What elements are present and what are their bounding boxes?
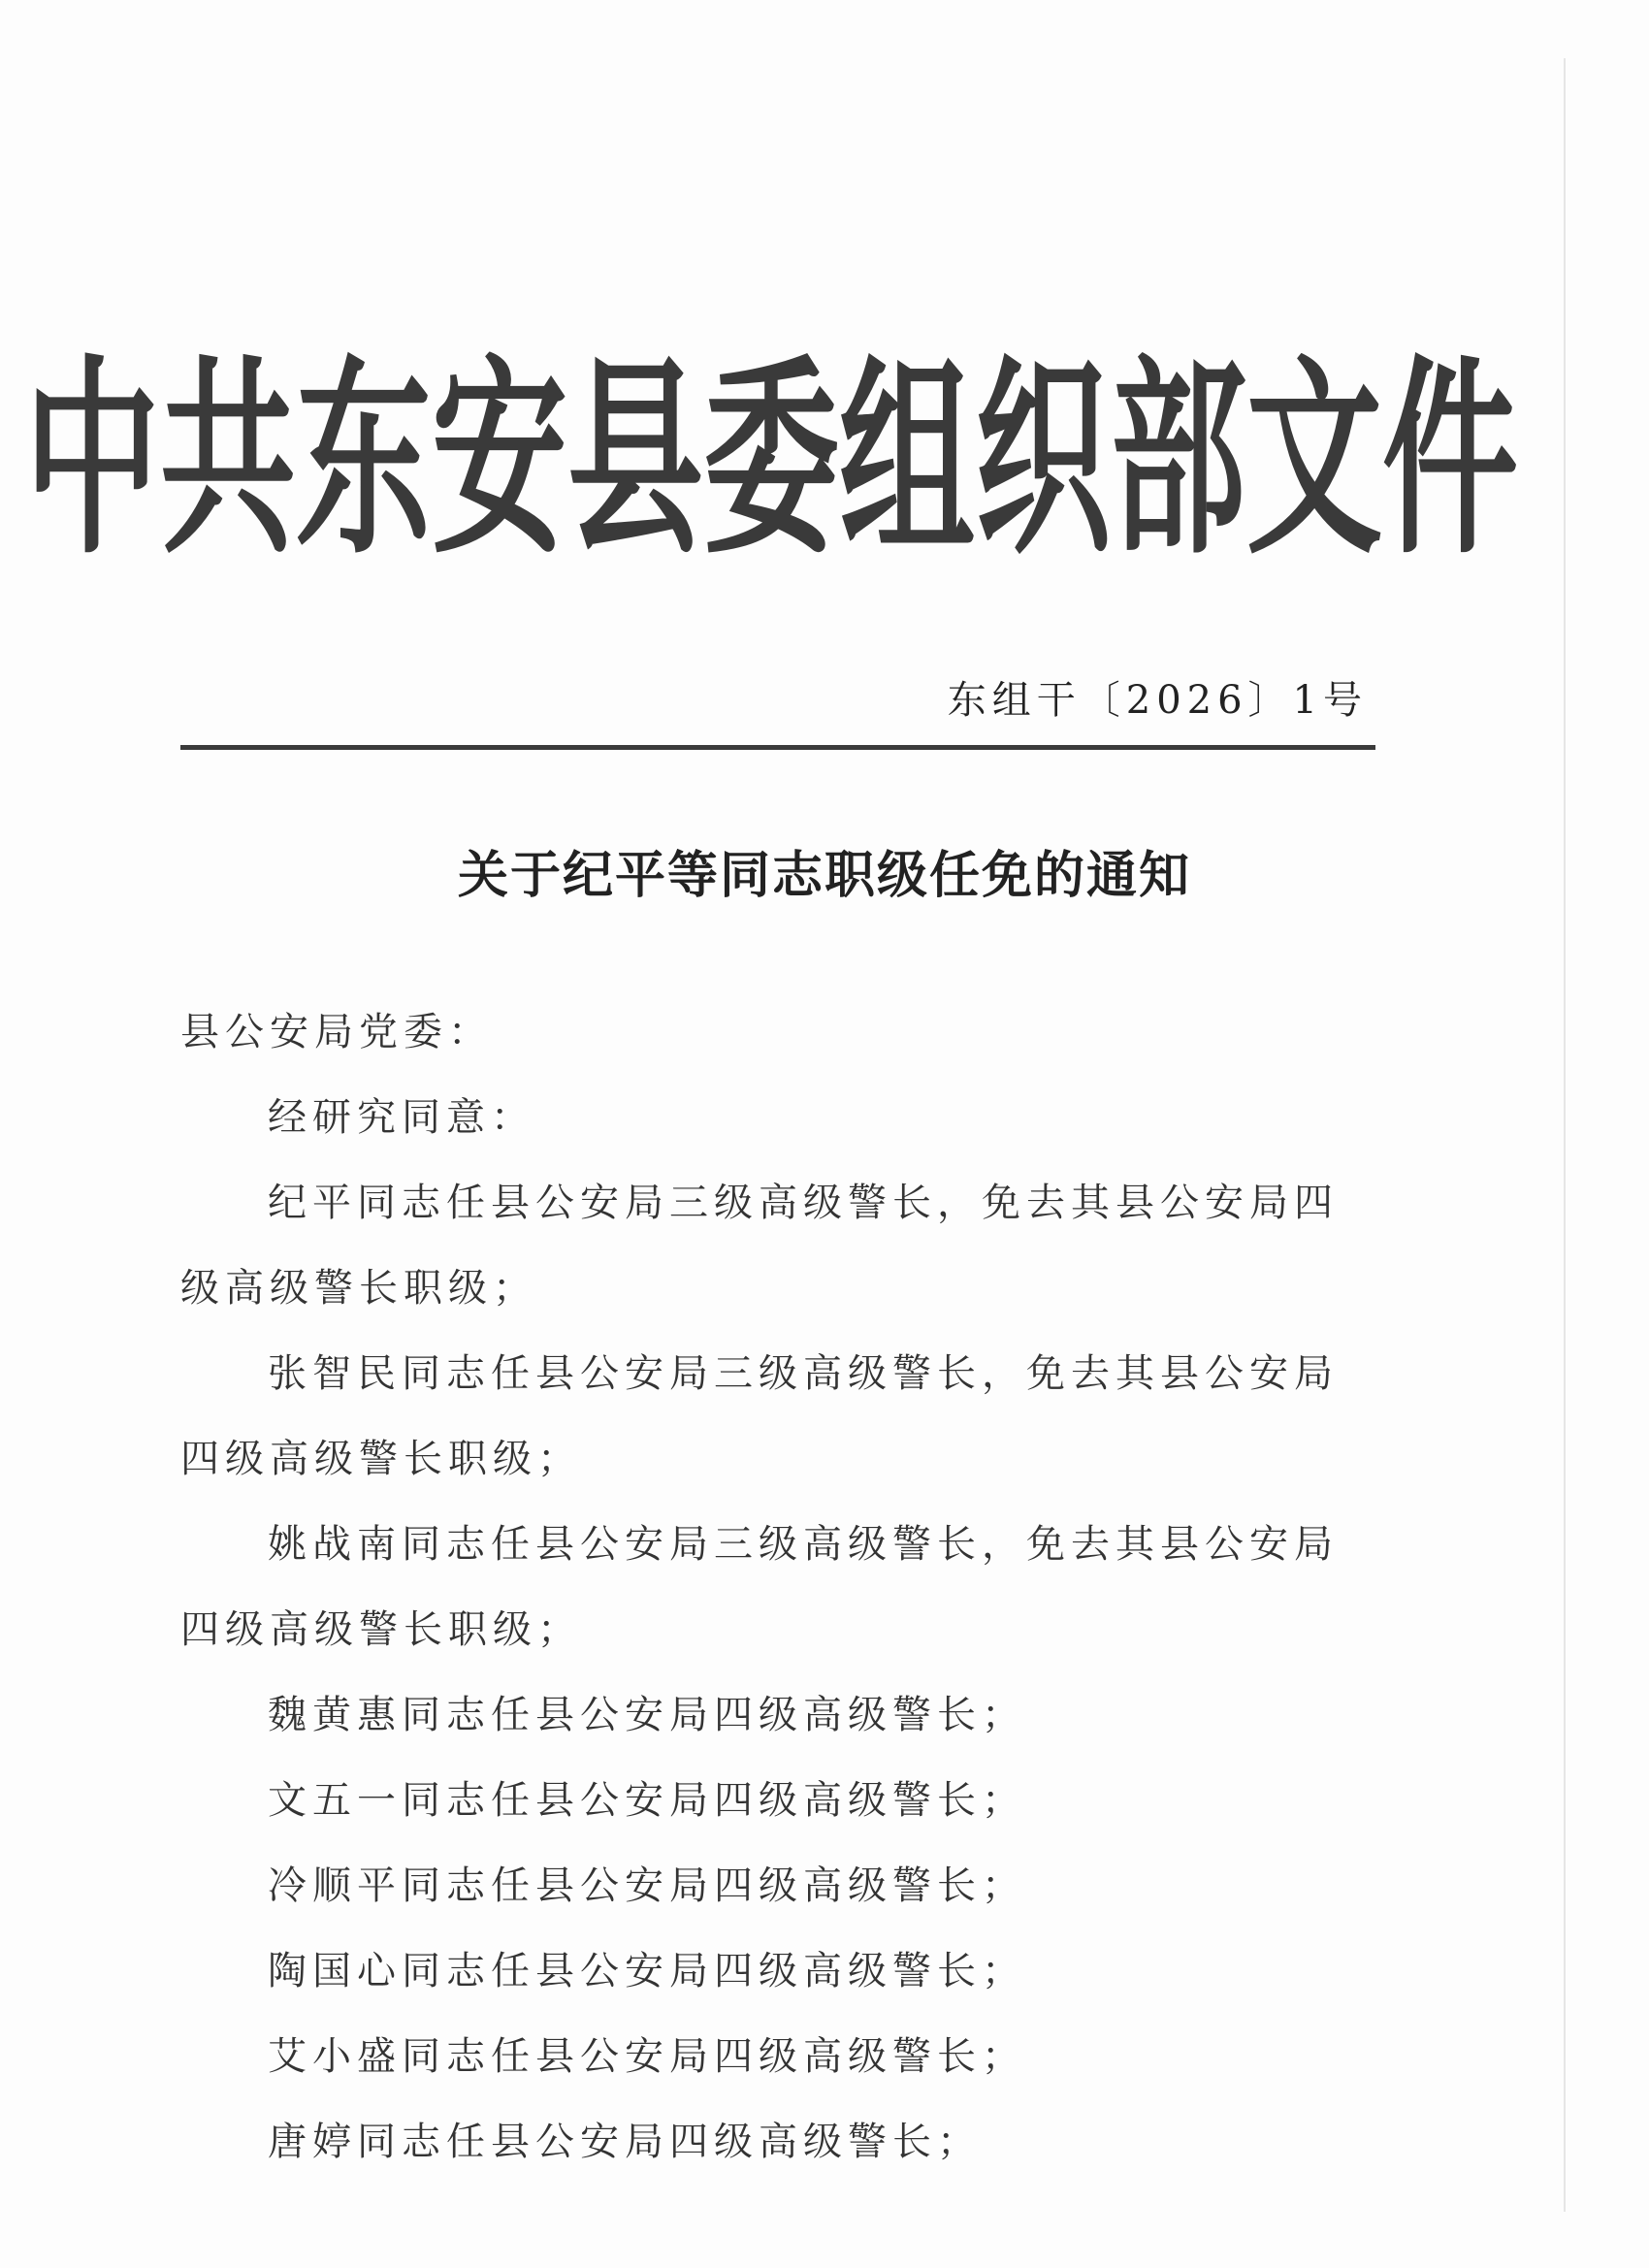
document-header-title: 中共东安县委组织部文件 [24, 336, 1519, 583]
intro-line: 经研究同意： [268, 1095, 535, 1140]
appointment-item: 张智民同志任县公安局三级高级警长，免去其县公安局四级高级警长职级； [180, 1351, 1339, 1481]
appointment-item: 艾小盛同志任县公安局四级高级警长； [268, 2034, 1026, 2079]
scan-edge-line [1564, 58, 1566, 2212]
appointment-item: 姚战南同志任县公安局三级高级警长，免去其县公安局四级高级警长职级； [180, 1522, 1339, 1652]
notice-title: 关于纪平等同志职级任免的通知 [457, 846, 1191, 905]
appointment-item: 冷顺平同志任县公安局四级高级警长； [268, 1863, 1026, 1908]
appointment-item: 纪平同志任县公安局三级高级警长，免去其县公安局四级高级警长职级； [180, 1181, 1339, 1311]
document-number: 东组干〔2026〕1号 [947, 678, 1368, 723]
notice-body [180, 989, 1375, 2185]
header-divider [180, 745, 1375, 750]
appointment-item: 陶国心同志任县公安局四级高级警长； [268, 1949, 1026, 1993]
appointment-item: 魏黄惠同志任县公安局四级高级警长； [268, 1693, 1026, 1737]
appointment-item: 唐婷同志任县公安局四级高级警长； [268, 2120, 982, 2164]
appointment-item: 文五一同志任县公安局四级高级警长； [268, 1778, 1026, 1823]
addressee: 县公安局党委： [180, 1010, 493, 1054]
